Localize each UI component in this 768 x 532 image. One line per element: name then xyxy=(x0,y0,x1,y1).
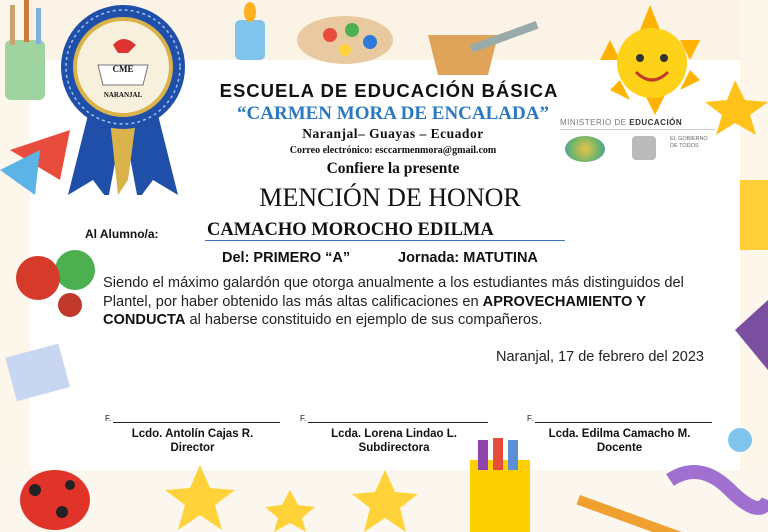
signature-line xyxy=(105,411,280,423)
signature-line xyxy=(300,411,488,423)
signature-prefix: F. xyxy=(105,414,112,423)
signer-name: Lcda. Lorena Lindao L. xyxy=(331,428,457,440)
certificate-body xyxy=(103,274,718,330)
body-text-2: al haberse constituido en ejemplo de sus compañeros. xyxy=(185,312,543,328)
signature-teacher xyxy=(527,411,712,454)
signature-line xyxy=(527,411,712,423)
certificate-school-type: ESCUELA DE EDUCACIÓN BÁSICA xyxy=(219,80,559,101)
seal-text: CME xyxy=(112,64,134,74)
school-email: Correo electrónico: esccarmenmora@gmail.com xyxy=(289,145,497,156)
signer-name: Lcda. Edilma Camacho M. xyxy=(548,428,691,440)
signature-prefix: F. xyxy=(527,414,534,423)
signature-subdirector xyxy=(300,411,488,454)
student-grade: Del: PRIMERO “A” xyxy=(222,250,351,266)
signer-role: Director xyxy=(170,442,215,454)
seal-city: NARANJAL xyxy=(103,91,143,99)
signer-name: Lcdo. Antolín Cajas R. xyxy=(131,428,254,440)
signer-role: Docente xyxy=(596,442,643,454)
body-text-1: Siendo el máximo galardón que otorga anualmente a los estudiantes más distinguidos del Plantel, por haber obtenido las más altas calificaciones en xyxy=(103,275,684,310)
ministry-title-light: MINISTERIO DE xyxy=(560,118,630,127)
school-name: “CARMEN MORA DE ENCALADA” xyxy=(237,103,549,124)
student-label: Al Alumno/a: xyxy=(85,227,159,241)
student-shift: Jornada: MATUTINA xyxy=(398,250,538,266)
signature-director xyxy=(105,411,280,454)
school-location: Naranjal– Guayas – Ecuador xyxy=(302,126,484,141)
certificate-title: MENCIÓN DE HONOR xyxy=(259,183,521,212)
ministry-title-bold: EDUCACIÓN xyxy=(629,118,683,127)
gov-text: EL GOBIERNO DE TODOS xyxy=(670,136,708,149)
signer-role: Subdirectora xyxy=(358,442,430,454)
certificate-date: Naranjal, 17 de febrero del 2023 xyxy=(496,349,704,365)
student-name: CAMACHO MOROCHO EDILMA xyxy=(205,220,565,241)
body-text-bold: APROVECHAMIENTO Y CONDUCTA xyxy=(103,293,646,328)
signature-prefix: F. xyxy=(300,414,307,423)
confer-text: Confiere la presente xyxy=(326,160,460,177)
